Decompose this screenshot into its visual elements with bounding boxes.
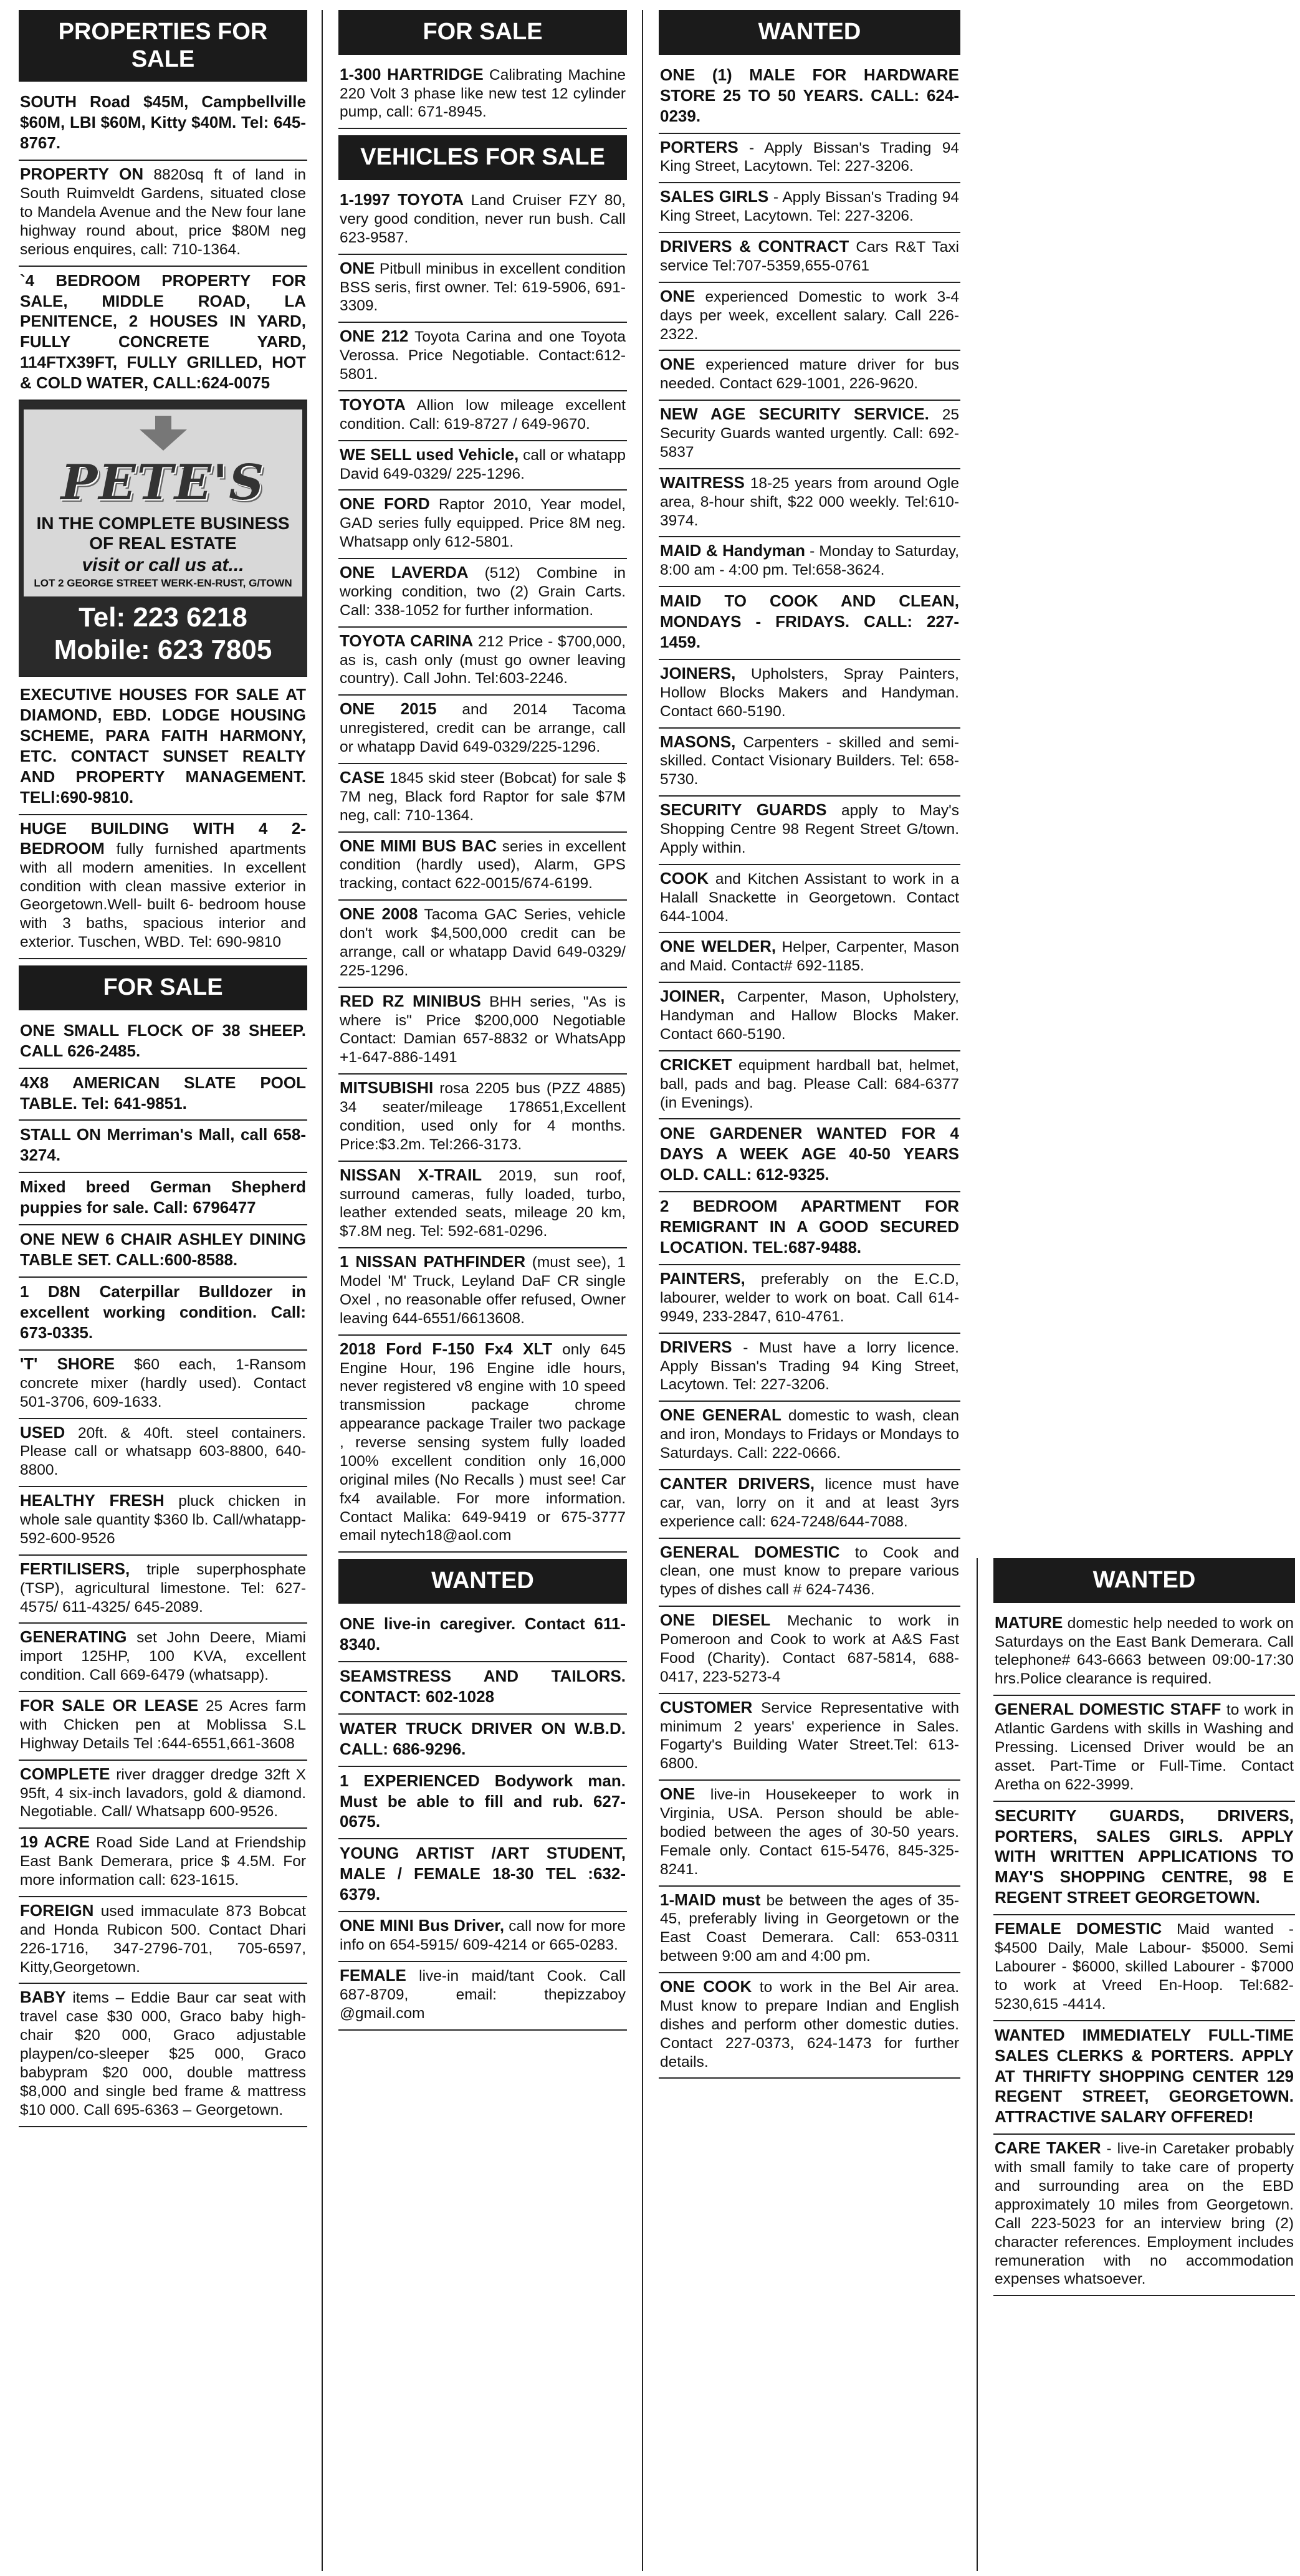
ad-body: series in excellent condition (hardly used), Alarm, GPS tracking, contact 622-0015/674-6199. bbox=[340, 838, 626, 893]
ad-lead: ONE bbox=[660, 286, 695, 305]
ad-body: - Apply Bissan's Trading 94 King Street, Lacytown. Tel: 227-3206. bbox=[660, 139, 959, 175]
classified-ad bbox=[338, 764, 627, 833]
ad-lead: DRIVERS bbox=[660, 1337, 732, 1356]
column-divider bbox=[322, 10, 323, 2571]
ad-lead: 1-MAID must bbox=[660, 1890, 761, 1909]
classified-ad bbox=[338, 696, 627, 764]
ad-body: live-in maid/tant Cook. Call 687-8709, email: thepizzaboy @gmail.com bbox=[340, 1967, 626, 2022]
ad-lead: ONE 2008 bbox=[340, 904, 418, 924]
ad-body: Maid wanted - $4500 Daily, Male Labour- $5000. Semi Labourer - $6000, skilled Labourer - $7000 to work at Vreed En-Hoop. Tel:682-5230,615 -4414. bbox=[995, 1921, 1294, 2013]
classified-ad bbox=[659, 1539, 960, 1607]
ad-lead: DRIVERS & CONTRACT bbox=[660, 237, 849, 256]
classified-ad bbox=[338, 1336, 627, 1553]
ad-lead: JOINER, bbox=[660, 987, 725, 1006]
ads-wanted bbox=[993, 1609, 1295, 2297]
classified-ad bbox=[19, 161, 307, 266]
column-2 bbox=[338, 10, 627, 2571]
ad-lead: GENERAL DOMESTIC STAFF bbox=[995, 1700, 1221, 1719]
ad-body: - Must have a lorry licence. Apply Bissan's Trading 94 King Street, Lacytown. Tel: 227-3206. bbox=[660, 1339, 959, 1394]
classified-ad bbox=[659, 469, 960, 538]
ad-lead: FOR SALE OR LEASE bbox=[20, 1696, 199, 1715]
classified-ad bbox=[659, 1973, 960, 2079]
ad-lead: ONE 212 bbox=[340, 327, 409, 346]
ad-lead: ONE MINI Bus Driver, bbox=[340, 1916, 505, 1935]
ad-lead: PROPERTY ON bbox=[20, 165, 144, 184]
ad-body: Allion low mileage excellent condition. Call: 619-8727 / 649-9670. bbox=[340, 396, 626, 433]
ad-lead: MATURE bbox=[995, 1612, 1063, 1632]
ad-lead: FERTILISERS, bbox=[20, 1559, 130, 1578]
ad-body: Upholsters, Spray Painters, Hollow Blocks Makers and Handyman. Contact 660-5190. bbox=[660, 665, 959, 720]
ad-body: Road Side Land at Friendship East Bank Demerara, price $ 4.5M. For more information call: 623-1615. bbox=[20, 1834, 306, 1889]
classified-ad bbox=[19, 1121, 307, 1173]
ad-body: 8820sq ft of land in South Ruimveldt Gardens, situated close to Mandela Avenue and the New four lane highway round about, price $80M neg serious enquires, call: 710-1364. bbox=[20, 166, 307, 258]
ad-body: Cars R&T Taxi service Tel:707-5359,655-0761 bbox=[660, 239, 959, 274]
classified-ad bbox=[659, 933, 960, 983]
ad-lead: MITSUBISHI bbox=[340, 1078, 434, 1098]
ad-body: Raptor 2010, Year model, GAD series fully equipped. Price 8M neg. Whatsapp only 612-5801. bbox=[340, 496, 626, 551]
classified-ad bbox=[338, 833, 627, 901]
ad-lead: RED RZ MINIBUS bbox=[340, 991, 481, 1010]
ad-body: call now for more info on 654-5915/ 609-4214 or 665-0283. bbox=[340, 1918, 626, 1954]
ad-body: rosa 2205 bus (PZZ 4885) 34 seater/mileage 178651,Excellent condition, used only for 4 months. Price:$3.2m. Tel:266-3173. bbox=[340, 1080, 626, 1153]
ad-lead: USED bbox=[20, 1422, 65, 1442]
ad-lead: FOREIGN bbox=[20, 1900, 94, 1920]
ad-lead: 1 NISSAN PATHFINDER bbox=[340, 1252, 526, 1271]
ad-body: Carpenters - skilled and semi-skilled. Contact Visionary Builders. Tel: 658-5730. bbox=[660, 734, 959, 788]
section-header-properties: PROPERTIES FOR SALE bbox=[19, 10, 307, 82]
ad-lead: 4X8 AMERICAN SLATE POOL TABLE. Tel: 641-9851. bbox=[20, 1073, 306, 1113]
ad-body: 25 Security Guards wanted urgently. Call: 692-5837 bbox=[660, 406, 960, 461]
section-header-wanted: WANTED bbox=[659, 10, 960, 55]
ad-body: 2019, sun roof, surround cameras, fully loaded, turbo, leather extended seats, mileage 20 km, $7.8M neg. Tel: 592-681-0296. bbox=[340, 1167, 626, 1240]
ad-body: preferably on the E.C.D, labourer, welder to work on boat. Call 614-9949, 233-2847, 610-4761. bbox=[660, 1271, 959, 1325]
ad-body: Tacoma GAC Series, vehicle don't work $4,500,000 credit can be arrange, call or whatapp David 649-0329/ 225-1296. bbox=[340, 906, 626, 979]
ad-lead: `4 BEDROOM PROPERTY FOR SALE, MIDDLE ROAD, LA PENITENCE, 2 HOUSES IN YARD, FULLY CONCRETE YARD, 114FTX39FT, FULLY GRILLED, HOT & COLD WATER, CALL:624-0075 bbox=[20, 271, 306, 393]
ads-for-sale bbox=[19, 1017, 307, 2127]
classified-ad bbox=[19, 1984, 307, 2127]
classified-ad bbox=[659, 233, 960, 283]
ad-lead: WATER TRUCK DRIVER ON W.B.D. CALL: 686-9296. bbox=[340, 1718, 626, 1758]
classified-ad bbox=[338, 1962, 627, 2031]
classified-ad bbox=[19, 1351, 307, 1419]
ads-for-sale bbox=[338, 61, 627, 130]
column-1 bbox=[19, 10, 307, 2571]
ad-lead: SECURITY GUARDS, DRIVERS, PORTERS, SALES GIRLS. APPLY WITH WRITTEN APPLICATIONS TO MAY'S SHOPPING CENTRE, 98 E REGENT STREET GEORGETOWN. bbox=[995, 1806, 1294, 1907]
ad-lead: FEMALE bbox=[340, 1965, 406, 1985]
ad-lead: COOK bbox=[660, 868, 709, 888]
classified-ad bbox=[338, 1912, 627, 1962]
classified-ad bbox=[338, 1248, 627, 1336]
ad-lead: MAID & Handyman bbox=[660, 541, 806, 560]
column-3 bbox=[659, 10, 960, 2571]
ad-lead: NISSAN X-TRAIL bbox=[340, 1165, 482, 1184]
ad-body: 18-25 years from around Ogle area, 8-hour shift, $22 000 weekly. Tel:610-3974. bbox=[660, 474, 959, 529]
logo-tel: Tel: 223 6218 bbox=[79, 601, 247, 633]
column-4 bbox=[993, 1558, 1295, 2571]
ad-body: $60 each, 1-Ransom concrete mixer (hardly used). Contact 501-3706, 609-1633. bbox=[20, 1356, 306, 1410]
ad-body: licence must have car, van, lorry on it and at least 3yrs experience call: 624-7248/644-7088. bbox=[660, 1475, 960, 1530]
ad-body: set John Deere, Miami import 125HP, 100 KVA, excellent condition. Call 669-6479 (whatsapp). bbox=[20, 1629, 306, 1684]
classified-ad bbox=[338, 186, 627, 255]
ad-body: and 2014 Tacoma unregistered, credit can be arrange, call or whatapp David 649-0329/225-1296. bbox=[340, 701, 626, 755]
ad-lead: Mixed breed German Shepherd puppies for sale. Call: 6796477 bbox=[20, 1177, 306, 1217]
ad-lead: YOUNG ARTIST /ART STUDENT, MALE / FEMALE 18-30 TEL :632-6379. bbox=[340, 1844, 626, 1904]
ad-lead: EXECUTIVE HOUSES FOR SALE AT DIAMOND, EBD. LODGE HOUSING SCHEME, PARA FAITH HARMONY, ETC. CONTACT SUNSET REALTY AND PROPERTY MANAGEMENT. TELl:690-9810. bbox=[20, 685, 306, 807]
column-divider bbox=[977, 1558, 978, 2571]
ad-lead: 1-1997 TOYOTA bbox=[340, 190, 464, 209]
ad-body: Mechanic to work in Pomeroon and Cook to work at A&S Fast Food (Charity). Contact 687-5814, 688-0417, 223-5273-4 bbox=[660, 1612, 960, 1685]
ad-body: be between the ages of 35-45, preferably living in Georgetown or the East Coast Demerara. Call: 653-0311 between 9:00 am and 4:00 pm. bbox=[660, 1892, 959, 1965]
classified-ad bbox=[338, 255, 627, 323]
classified-ad bbox=[338, 491, 627, 559]
classified-ad bbox=[659, 1887, 960, 1974]
classified-ad bbox=[19, 815, 307, 959]
ad-lead: CASE bbox=[340, 767, 385, 787]
classified-ad bbox=[19, 267, 307, 401]
ad-lead: NEW AGE SECURITY SERVICE. bbox=[660, 405, 929, 424]
ad-lead: GENERATING bbox=[20, 1627, 127, 1647]
classified-ad bbox=[993, 1696, 1295, 1801]
logo-name: PETE'S bbox=[60, 454, 265, 512]
ad-body: to Cook and clean, one must know to prepare various types of dishes call # 624-7436. bbox=[660, 1544, 959, 1599]
classified-ad bbox=[659, 537, 960, 587]
logo-visit: visit or call us at... bbox=[82, 554, 244, 575]
ad-body: apply to May's Shopping Centre 98 Regent Street G/town. Apply within. bbox=[660, 802, 960, 856]
section-header-for-sale: FOR SALE bbox=[19, 965, 307, 1010]
ad-lead: 1 EXPERIENCED Bodywork man. Must be able to fill and rub. 627-0675. bbox=[340, 1771, 626, 1831]
logo-tagline: IN THE COMPLETE BUSINESS OF REAL ESTATE bbox=[36, 514, 290, 553]
classified-ad bbox=[993, 2021, 1295, 2135]
ad-lead: 2018 Ford F-150 Fx4 XLT bbox=[340, 1339, 553, 1358]
classified-ad bbox=[659, 1694, 960, 1781]
classified-ad bbox=[659, 729, 960, 797]
classified-ad bbox=[19, 88, 307, 161]
logo-address: LOT 2 GEORGE STREET WERK-EN-RUST, G/TOWN bbox=[34, 577, 292, 589]
ads-properties-2 bbox=[19, 681, 307, 959]
classified-ad bbox=[659, 1470, 960, 1539]
ad-lead: ONE SMALL FLOCK OF 38 SHEEP. CALL 626-2485. bbox=[20, 1020, 306, 1060]
ad-body: live-in Housekeeper to work in Virginia, USA. Person should be able-bodied between the ages of 30-50 years. Female only. Contact 615-5476, 845-325-8241. bbox=[660, 1786, 959, 1878]
ad-body: Helper, Carpenter, Mason and Maid. Contact# 692-1185. bbox=[660, 939, 959, 975]
ad-lead: ONE bbox=[660, 355, 695, 374]
classified-ad bbox=[659, 183, 960, 233]
classified-ad bbox=[19, 1487, 307, 1556]
column-divider bbox=[642, 10, 643, 2571]
classified-ad bbox=[659, 1265, 960, 1334]
classified-ad bbox=[659, 865, 960, 934]
ad-lead: SALES GIRLS bbox=[660, 187, 769, 206]
classified-ad bbox=[338, 61, 627, 130]
classified-ad bbox=[338, 441, 627, 491]
ad-lead: CARE TAKER bbox=[995, 2138, 1101, 2158]
classified-ad bbox=[993, 2135, 1295, 2296]
ads-wanted bbox=[338, 1610, 627, 2031]
classified-ad bbox=[19, 1829, 307, 1897]
ad-body: - live-in Caretaker probably with small family to take care of property and surrounding area on the EBD approximately 10 miles from Georgetown. Call 223-5023 for an interview bring (2) character references. Employment includes remuneration with no accommodation expenses whatsoever. bbox=[995, 2140, 1294, 2288]
ad-lead: BABY bbox=[20, 1988, 66, 2007]
ad-body: (must see), 1 Model 'M' Truck, Leyland DaF CR single Oxel , no reasonable offer refused, Owner leaving 644-6551/6613608. bbox=[340, 1254, 626, 1327]
classified-ad bbox=[993, 1802, 1295, 1916]
classified-ad bbox=[659, 1334, 960, 1402]
ad-lead: ONE (1) MALE FOR HARDWARE STORE 25 TO 50 YEARS. CALL: 624-0239. bbox=[660, 65, 959, 125]
classified-ad bbox=[338, 1162, 627, 1249]
classified-ad bbox=[338, 1075, 627, 1162]
ad-body: domestic to wash, clean and iron, Mondays to Fridays or Mondays to Saturdays. Call: 222-0666. bbox=[660, 1407, 959, 1462]
classified-ad bbox=[338, 1767, 627, 1840]
ad-body: equipment hardball bat, helmet, ball, pads and bag. Please Call: 684-6377 (in Evenings). bbox=[660, 1056, 959, 1111]
ad-lead: HUGE BUILDING WITH 4 2- BEDROOM bbox=[20, 818, 306, 858]
classified-ad bbox=[659, 283, 960, 352]
ad-body: 25 Acres farm with Chicken pen at Moblissa S.L Highway Details Tel :644-6551,661-3608 bbox=[20, 1698, 306, 1752]
classified-ad bbox=[19, 1692, 307, 1761]
ad-body: Service Representative with minimum 2 years' experience in Sales. Fogarty's Building Water Street.Tel: 613-6800. bbox=[660, 1699, 959, 1773]
ad-body: fully furnished apartments with all modern amenities. In excellent condition with clean massive exterior in Georgetown.Well- built 6- bedroom house with 3 baths, spacious interior and exterior. Tuschen, WBD. Tel: 690-9810 bbox=[20, 840, 306, 951]
ad-body: triple superphosphate (TSP), agricultural limestone. Tel: 627-4575/ 611-4325/ 645-2089. bbox=[20, 1561, 306, 1616]
ad-body: - Apply Bissan's Trading 94 King Street, Lacytown. Tel: 227-3206. bbox=[660, 189, 959, 225]
ad-lead: ONE LAVERDA bbox=[340, 563, 469, 582]
ad-lead: MASONS, bbox=[660, 732, 736, 751]
classified-ad bbox=[659, 983, 960, 1051]
ad-lead: ONE GENERAL bbox=[660, 1405, 781, 1425]
ad-lead: GENERAL DOMESTIC bbox=[660, 1542, 840, 1561]
ad-lead: PORTERS bbox=[660, 137, 738, 156]
ad-lead: ONE DIESEL bbox=[660, 1611, 771, 1630]
ad-body: used immaculate 873 Bobcat and Honda Rubicon 500. Contact Dhari 226-1716, 347-2796-701, 705-6597, Kitty,Georgetown. bbox=[20, 1902, 306, 1976]
section-header-wanted: WANTED bbox=[338, 1559, 627, 1604]
classified-ad bbox=[19, 1017, 307, 1069]
ad-lead: ONE GARDENER WANTED FOR 4 DAYS A WEEK AGE 40-50 YEARS OLD. CALL: 612-9325. bbox=[660, 1124, 959, 1184]
logo-panel bbox=[24, 409, 302, 596]
classified-ad bbox=[338, 323, 627, 391]
ad-lead: JOINERS, bbox=[660, 663, 736, 682]
ad-body: pluck chicken in whole sale quantity $360 lb. Call/whatapp- 592-600-9526 bbox=[20, 1493, 307, 1547]
ad-lead: 1-300 HARTRIDGE bbox=[340, 64, 484, 84]
ad-lead: SECURITY GUARDS bbox=[660, 800, 827, 820]
ad-lead: 'T' SHORE bbox=[20, 1354, 115, 1373]
ad-body: to work in Atlantic Gardens with skills in Washing and Pressing. Licensed Driver would be an asset. Part-Time or Full-Time. Contact Aretha on 622-3999. bbox=[995, 1702, 1294, 1793]
classified-ad bbox=[659, 1119, 960, 1192]
classified-ad bbox=[659, 401, 960, 469]
ad-body: experienced mature driver for bus needed. Contact 629-1001, 226-9620. bbox=[660, 357, 959, 393]
ad-body: - Monday to Saturday, 8:00 am - 4:00 pm. Tel:658-3624. bbox=[660, 543, 960, 579]
ad-lead: ONE bbox=[660, 1784, 695, 1804]
ad-body: river dragger dredge 32ft X 95ft, 4 six-inch lavadors, gold & diamond. Negotiable. Call/ Whatsapp 600-9526. bbox=[20, 1766, 306, 1821]
section-header-for-sale: FOR SALE bbox=[338, 10, 627, 55]
ad-body: items – Eddie Baur car seat with travel case $30 000, Graco baby high-chair $20 000, Graco adjustable playpen/co-sleeper $25 000, Graco babypram $20 000, double mattress $8,000 and single bed frame & mattress $10 000. Call 695-6363 – Georgetown. bbox=[20, 1989, 306, 2119]
ad-body: Calibrating Machine 220 Volt 3 phase like new test 12 cylinder pump, call: 671-8945. bbox=[340, 66, 626, 121]
ad-lead: ONE MIMI BUS BAC bbox=[340, 836, 497, 855]
classified-ad bbox=[338, 1610, 627, 1662]
classified-ad bbox=[659, 1192, 960, 1265]
classified-ad bbox=[19, 1556, 307, 1624]
ad-lead: TOYOTA CARINA bbox=[340, 631, 474, 650]
classified-ad bbox=[338, 1839, 627, 1912]
ad-body: to work in the Bel Air area. Must know to prepare Indian and English dishes and perform other domestic duties. Contact 227-0373, 624-1473 for further details. bbox=[660, 1979, 959, 2071]
classified-ad bbox=[19, 1173, 307, 1225]
ad-lead: MAID TO COOK AND CLEAN, MONDAYS - FRIDAYS. CALL: 227-1459. bbox=[660, 591, 959, 651]
ad-body: 1845 skid steer (Bobcat) for sale $ 7M neg, Black ford Raptor for sale $7M neg, call: 710-1364. bbox=[340, 769, 626, 824]
classified-ad bbox=[659, 134, 960, 184]
ad-lead: WAITRESS bbox=[660, 472, 745, 492]
classified-ad bbox=[338, 988, 627, 1075]
ad-lead: CUSTOMER bbox=[660, 1697, 753, 1717]
ad-body: Toyota Carina and one Toyota Verossa. Price Negotiable. Contact:612-5801. bbox=[340, 328, 626, 383]
petes-real-estate-logo bbox=[19, 401, 307, 677]
ad-lead: 1 D8N Caterpillar Bulldozer in excellent working condition. Call: 673-0335. bbox=[20, 1282, 306, 1342]
ad-lead: TOYOTA bbox=[340, 395, 406, 414]
ad-body: experienced Domestic to work 3-4 days per week, excellent salary. Call 226-2322. bbox=[660, 288, 959, 343]
ad-lead: ONE 2015 bbox=[340, 699, 437, 719]
classified-ad bbox=[659, 61, 960, 134]
ad-lead: SEAMSTRESS AND TAILORS. CONTACT: 602-1028 bbox=[340, 1666, 626, 1706]
ad-lead: HEALTHY FRESH bbox=[20, 1491, 165, 1510]
ad-body: call or whatapp David 649-0329/ 225-1296. bbox=[340, 446, 626, 482]
section-header-wanted: WANTED bbox=[993, 1558, 1295, 1603]
ad-body: 20ft. & 40ft. steel containers. Please call or whatsapp 603-8800, 640-8800. bbox=[20, 1424, 306, 1479]
classified-ad bbox=[993, 1609, 1295, 1697]
ad-body: and Kitchen Assistant to work in a Halall Snackette in Georgetown. Contact 644-1004. bbox=[660, 870, 959, 925]
ad-lead: STALL ON Merriman's Mall, call 658-3274. bbox=[20, 1125, 306, 1165]
classified-ad bbox=[659, 351, 960, 401]
classified-ad bbox=[659, 587, 960, 660]
logo-mobile: Mobile: 623 7805 bbox=[54, 634, 272, 666]
ads-properties bbox=[19, 88, 307, 401]
classified-ad bbox=[659, 660, 960, 729]
classified-ad bbox=[338, 1715, 627, 1767]
classified-ad bbox=[19, 1761, 307, 1829]
ad-lead: FEMALE DOMESTIC bbox=[995, 1919, 1162, 1938]
classified-ad bbox=[19, 1225, 307, 1278]
ad-lead: PAINTERS, bbox=[660, 1269, 745, 1288]
classified-ad bbox=[659, 1607, 960, 1694]
classified-ad bbox=[659, 1402, 960, 1470]
ad-lead: 19 ACRE bbox=[20, 1832, 90, 1852]
ad-lead: ONE NEW 6 CHAIR ASHLEY DINING TABLE SET. CALL:600-8588. bbox=[20, 1230, 306, 1270]
classified-ad bbox=[338, 391, 627, 441]
ad-lead: WE SELL used Vehicle, bbox=[340, 444, 519, 464]
ad-body: Carpenter, Mason, Upholstery, Handyman and Hallow Blocks Maker. Contact 660-5190. bbox=[660, 989, 959, 1043]
ad-body: Pitbull minibus in excellent condition BSS seris, first owner. Tel: 619-5906, 691-3309. bbox=[340, 260, 626, 315]
ad-lead: COMPLETE bbox=[20, 1764, 110, 1783]
ad-body: 212 Price - $700,000, as is, cash only (must go owner leaving country). Call John. Tel:603-2246. bbox=[340, 633, 626, 687]
ad-lead: ONE COOK bbox=[660, 1977, 752, 1996]
classified-ad bbox=[19, 1624, 307, 1692]
ad-lead: ONE WELDER, bbox=[660, 937, 777, 956]
classified-ad bbox=[659, 1781, 960, 1886]
ad-body: only 645 Engine Hour, 196 Engine idle hours, never registered v8 engine with 10 speed transmission package chrome appearance package Trailer two package , reverse sensing system fully loaded 100% excellent condition only 16,000 original miles (No Recalls ) must see! Car fx4 available. For more information. Contact Malika: 649-9419 or 675-3777 email nytech18@aol.com bbox=[340, 1341, 626, 1544]
ad-lead: WANTED IMMEDIATELY FULL-TIME SALES CLERKS & PORTERS. APPLY AT THRIFTY SHOPPING CENTER 129 REGENT STREET, GEORGETOWN. ATTRACTIVE SALARY OFFERED! bbox=[995, 2025, 1294, 2127]
arrow-stem bbox=[155, 416, 171, 429]
ad-lead: SOUTH Road $45M, Campbellville $60M, LBI $60M, Kitty $40M. Tel: 645-8767. bbox=[20, 92, 306, 153]
classified-ad bbox=[19, 1897, 307, 1985]
classified-ad bbox=[19, 1419, 307, 1488]
classified-ad bbox=[19, 1278, 307, 1351]
ad-body: domestic help needed to work on Saturdays on the East Bank Demerara. Call telephone# 643-6663 between 09:00-17:30 hrs.Police clearance is required. bbox=[995, 1614, 1294, 1688]
ads-wanted bbox=[659, 61, 960, 2079]
ad-body: Land Cruiser FZY 80, very good condition, never run bush. Call 623-9587. bbox=[340, 192, 626, 246]
ad-lead: CANTER DRIVERS, bbox=[660, 1473, 815, 1493]
classified-ad bbox=[19, 681, 307, 815]
ad-lead: CRICKET bbox=[660, 1055, 732, 1074]
ad-body: BHH series, "As is where is" Price $200,000 Negotiable Contact: Damian 657-8832 or WhatsApp +1-647-886-1491 bbox=[340, 993, 626, 1066]
classified-ad bbox=[338, 628, 627, 696]
classified-ad bbox=[19, 1069, 307, 1121]
classified-ad bbox=[659, 797, 960, 865]
down-arrow-icon bbox=[140, 429, 187, 451]
classified-ad bbox=[338, 559, 627, 628]
ad-body: (512) Combine in working condition, two (2) Grain Carts. Call: 338-1052 for further information. bbox=[340, 565, 626, 619]
ad-lead: 2 BEDROOM APARTMENT FOR REMIGRANT IN A GOOD SECURED LOCATION. TEL:687-9488. bbox=[660, 1197, 959, 1257]
classified-ad bbox=[338, 1662, 627, 1715]
ads-vehicles bbox=[338, 186, 627, 1553]
ad-lead: ONE FORD bbox=[340, 494, 430, 514]
classified-ad bbox=[993, 1915, 1295, 2021]
classified-ad bbox=[338, 901, 627, 988]
section-header-vehicles: VEHICLES FOR SALE bbox=[338, 135, 627, 180]
ad-lead: ONE live-in caregiver. Contact 611-8340. bbox=[340, 1614, 626, 1654]
ad-lead: ONE bbox=[340, 258, 375, 277]
classified-ad bbox=[659, 1051, 960, 1120]
